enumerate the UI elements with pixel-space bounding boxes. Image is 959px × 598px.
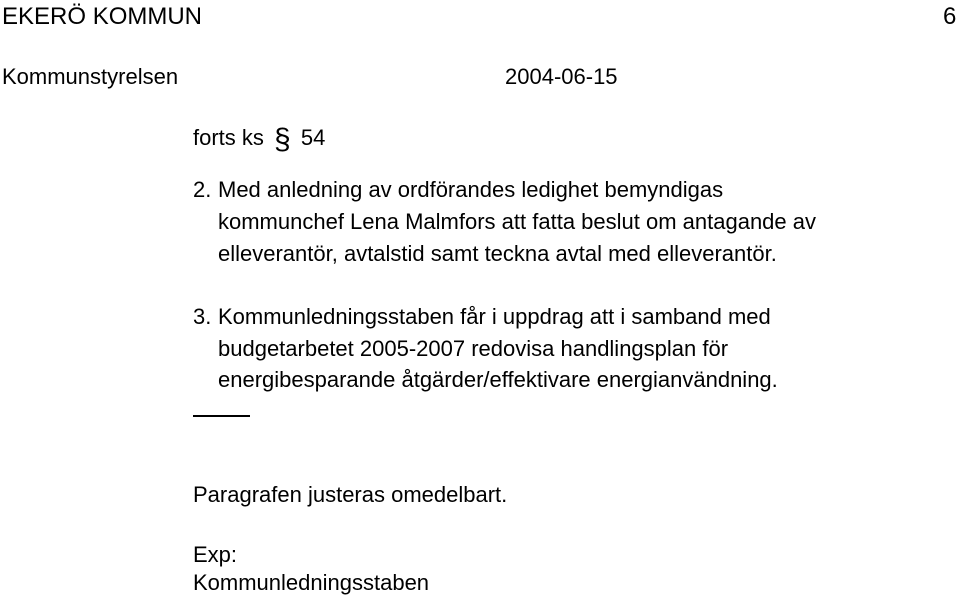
section-number: 54 bbox=[300, 125, 326, 150]
separator-rule bbox=[193, 415, 250, 417]
item-text-line: budgetarbetet 2005-2007 redovisa handlingsplan för bbox=[218, 336, 729, 361]
expedition-recipient: Kommunledningsstaben bbox=[193, 570, 430, 595]
continuation-prefix: forts ks bbox=[193, 125, 264, 150]
item-text-line: Kommunledningsstaben får i uppdrag att i samband med bbox=[218, 304, 771, 329]
item-number: 3. bbox=[193, 304, 212, 329]
expedition-label: Exp: bbox=[193, 542, 238, 567]
continuation-heading bbox=[193, 124, 325, 154]
committee-name: Kommunstyrelsen bbox=[2, 64, 179, 89]
item-number: 2. bbox=[193, 177, 212, 202]
section-symbol: § bbox=[274, 123, 291, 156]
item-text-line: kommunchef Lena Malmfors att fatta beslut om antagande av bbox=[218, 209, 816, 234]
meeting-date: 2004-06-15 bbox=[505, 64, 618, 89]
item-text-line: energibesparande åtgärder/effektivare energianvändning. bbox=[218, 367, 778, 392]
item-text-line: Med anledning av ordförandes ledighet bemyndigas bbox=[218, 177, 724, 202]
item-text-line: elleverantör, avtalstid samt teckna avtal med elleverantör. bbox=[218, 241, 777, 266]
municipality-title: EKERÖ KOMMUN bbox=[2, 3, 203, 30]
page-number: 6 bbox=[943, 3, 957, 30]
decision-text: Paragrafen justeras omedelbart. bbox=[193, 482, 508, 507]
